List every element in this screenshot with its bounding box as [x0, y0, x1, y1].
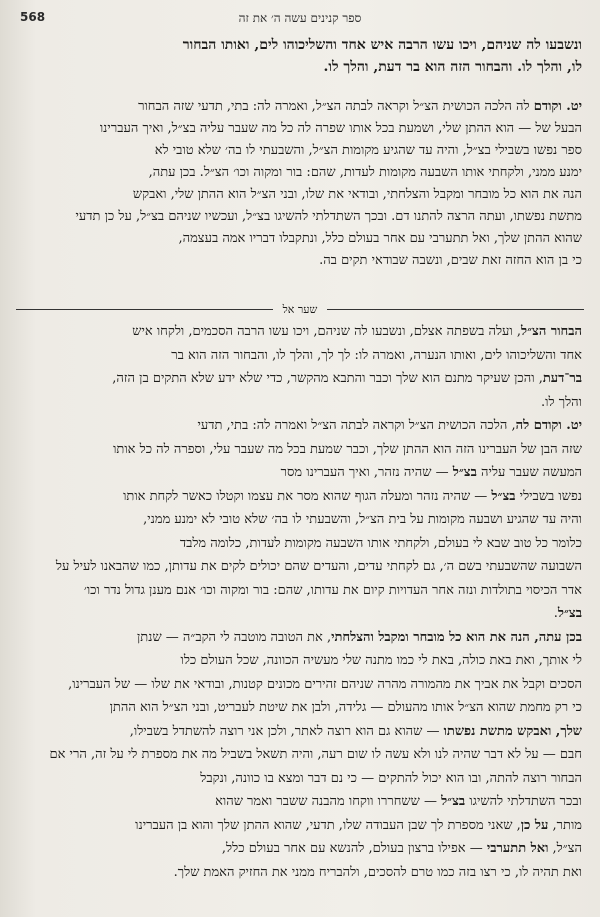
- text-line: ימנע ממני, ולקחתי אותו השבעה מקומות לעדות, שהם: בור ומקוה וכו׳ הצ״ל. בכן עתה,: [148, 165, 582, 180]
- text-line: מתשת נפשתו, ועתה הרצה להתנו דם. ובכך השתדלתי להשיגו בצ״ל, ועכשיו שניהם בצ״ל, על כן תדעי: [75, 209, 582, 224]
- commentary-line: והלך לו.: [541, 394, 582, 410]
- commentary-line: המעשה שעבר עליה בצ״ל — שהיה נזהר, ואיך העברינו מסר: [280, 465, 582, 480]
- commentary-line: ובכר השתדלתי להשיגו בצ״ל — ששחררו ווקחו מהבנה ששבר ואמר שהוא: [215, 794, 582, 809]
- commentary-divider: [16, 300, 584, 318]
- commentary-line: ואת תהיה לו, כי רצו בזה כמו טרם להסכים, ולהבריח ממני את החזיק האמת שלך.: [173, 864, 582, 880]
- commentary-line: בכן עתה, הנה את הוא כל מובחר ומקבל והצלחתי, את הטובה מוטבה לי הקב״ה — שנתן: [136, 629, 582, 645]
- commentary-line: נפשו בשבילי בצ״ל — שהיה נזהר ומעלה הגוף שהוא מסר את עצמו וקטלו כאשר לקחת אותו: [123, 488, 582, 504]
- commentary-line: יט. וקודם לה, הלכה הכושית הצ״ל וקראה לבתה הצ״ל ואמרה לה: בתי, תדעי: [197, 418, 582, 433]
- commentary-line: שזה הבן של העברינו הזה הוא ההתן שלך, וכבר שמעת בכל מה שעבר עלי, וספרה לה כל אותו: [113, 441, 582, 457]
- text-line: הבעל של — הוא ההתן שלי, ושמעת בכל אותו שפרה לה כל מה שעבר עליה בצ״ל, ואיך העברינו: [99, 121, 582, 136]
- commentary-line: והיה עד שהגיע ושבעה מקומות על בית הצ״ל, והשבעתי לו בה׳ שלא טובי לא ימנע ממני,: [143, 512, 582, 527]
- commentary-block: [14, 320, 582, 884]
- commentary-line: בצ״ל.: [553, 606, 582, 621]
- commentary-line: לי אותך, ואת באת כולה, באת לי כמו מתנה שלי מעשיה הכוונה, שכל העולם כלו: [180, 653, 582, 668]
- commentary-line: אחד והשליכוהו לים, ואותו הנערה, ואמרה לו: לך לך, והלך לו, והבחור הזה הוא בר: [171, 347, 582, 363]
- commentary-line: הבחור רוצה להתה, ובו הוא יכול להתקים — כי נם דבר ומצא בו כוונה, ונקבל: [200, 770, 582, 786]
- bold-phrase: בצ״ל: [452, 465, 477, 480]
- bold-phrase: בצ״ל: [491, 488, 516, 504]
- text-line: לו, והלך לו. והבחור הזה הוא בר דעת, והלך לו.: [323, 59, 582, 75]
- bold-phrase: בר־דעת: [542, 371, 582, 386]
- commentary-line: שלך, ואבקש מתשת נפשתו — שהוא גם הוא רוצה לאתר, ולכן אני רוצה להשתדל בשבילו,: [129, 723, 582, 739]
- bold-phrase: יט. וקודם לה: [515, 418, 582, 433]
- commentary-line: השבועה שהשבעתי בשם ה׳, גם לקחתי עדים, והעדים שהם יכולים לקים את עדותן, כמו שהבאנו לעיל על: [55, 559, 582, 574]
- bold-phrase: שלך, ואבקש מתשת נפשתו: [443, 723, 582, 739]
- text-line-content: לה הלכה הכושית הצ״ל וקראה לבתה הצ״ל, ואמרה לה: בתי, תדעי שזה הבחור: [138, 99, 530, 114]
- text-line: שהוא ההתן שלך, ואל תתערבי עם אחר בעולם כלל, ונתקבלו דבריו אמה בעצמה,: [178, 231, 582, 246]
- text-line: ספר נפשו בשבילי בצ״ל, והיה עד שהגיע מקומות הצ״ל, והשבעתי לו בה׳ שלא טובי לא: [154, 143, 582, 158]
- bold-phrase: ואל תתערבי: [486, 841, 549, 856]
- page-header: [14, 6, 586, 30]
- top-text-block: [14, 34, 582, 78]
- commentary-line: חבם — על לא דבר שהיה לנו ולא עשה לו שום רעה, והיה תשאל בשביל מה את מספרת לי על זה, הרי אם: [49, 747, 582, 762]
- commentary-line: כלומר כל טוב שבא לי בעולם, ולקחתי אותו השבעה מקומות לעדות, כלומה מלבד: [179, 535, 582, 551]
- bold-phrase: בצ״ל: [557, 606, 582, 621]
- commentary-line: מותר, על כן, שאני מספרת לך שבן העבודה שלו, תדעי, שהוא ההתן שלך והוא בן העברינו: [135, 817, 582, 833]
- bold-phrase: בצ״ל: [441, 794, 466, 809]
- commentary-title: שער אל: [273, 303, 328, 316]
- page-number: 568: [20, 10, 46, 24]
- main-paragraph: [14, 96, 582, 272]
- commentary-line: בר־דעת, והכן שעיקר מתנם הוא שלך וכבר והתבא מהקשר, כדי שלא ידע שלא התקים בן הזה,: [112, 371, 582, 386]
- text-line: הנה את הוא כל מובחר ומקבל והצלחתי, ובודאי את שלו, ובני הצ״ל הוא ההתן שלי, ואבקש: [132, 187, 582, 202]
- bold-phrase: על כן: [520, 817, 549, 833]
- commentary-line: הסכים וקבל את אביך את מהמורה מהרה שניהם זהירים מכונים קטנות, ובודאי את שלו — של העברינו,: [68, 676, 582, 692]
- text-line: כי בן הוא החזה זאת שבים, ונשבה שבודאי תקים בה.: [319, 253, 582, 268]
- text-line: [14, 96, 582, 118]
- commentary-line: הבחור הצ״ל, ועלה בשפתה אצלם, ונשבעו לה שניהם, ויכו עשו הרבה הסכמים, ולקחו איש: [132, 324, 582, 339]
- commentary-line: הצ״ל, ואל תתערבי — אפילו ברצון בעולם, להנשא עם אחר בעולם כלל,: [221, 841, 582, 856]
- paragraph-lead: יט. וקודם: [533, 99, 582, 114]
- running-title: ספר קנינים עשה ה׳ את זה: [238, 10, 362, 25]
- text-line: ונשבעו לה שניהם, ויכו עשו הרבה איש אחד והשליכוהו לים, ואותו הבחור: [182, 37, 582, 53]
- commentary-line: כי רק מחמת שהוא הצ״ל אותו מהעולם — גלידה, ולבן את שיטת לעבריט, ובני הצ״ל הוא ההתן: [109, 700, 582, 715]
- bold-phrase: הבחור הצ״ל: [521, 324, 582, 339]
- bold-phrase: בכן עתה, הנה את הוא כל מובחר ומקבל והצלחתי: [331, 629, 582, 645]
- commentary-line: אדר הכיסוי בתולדות ונזה אחר העדויות קיום את עדותו, שהם: בור ומקוה וכו׳ אנם מענן גדול נדר וכו׳: [83, 582, 582, 598]
